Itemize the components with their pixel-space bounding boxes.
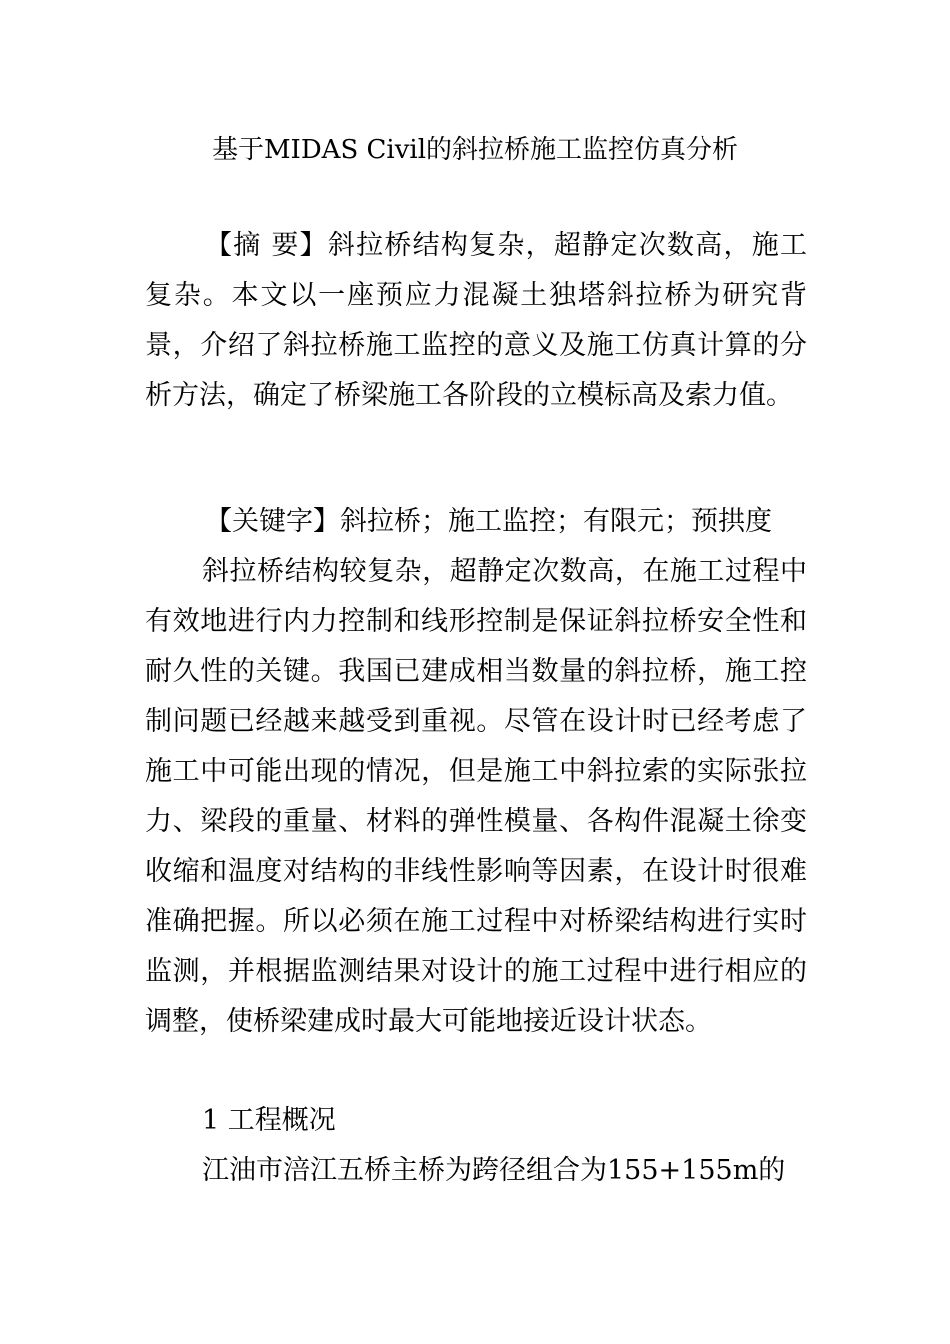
document-title: 基于MIDAS Civil的斜拉桥施工监控仿真分析: [211, 135, 739, 165]
intro-paragraph: 斜拉桥结构较复杂，超静定次数高，在施工过程中有效地进行内力控制和线形控制是保证斜拉桥安全性和耐久性的关键。我国已建成相当数量的斜拉桥，施工控制问题已经越来越受到重视。尽管在设计时已经考虑了施工中可能出现的情况，但是施工中斜拉索的实际张拉力、梁段的重量、材料的弹性模量、各构件混凝土徐变收缩和温度对结构的非线性影响等因素，在设计时很难准确把握。所以必须在施工过程中对桥梁结构进行实时监测，并根据监测结果对设计的施工过程中进行相应的调整，使桥梁建成时最大可能地接近设计状态。: [145, 556, 807, 1037]
section-paragraph: 江油市涪江五桥主桥为跨径组合为155+155m的: [202, 1155, 786, 1186]
keywords-line: 【关键字】斜拉桥；施工监控；有限元；预拱度: [205, 506, 772, 537]
abstract-paragraph: 【摘 要】斜拉桥结构复杂，超静定次数高，施工复杂。本文以一座预应力混凝土独塔斜拉桥为研究背景，介绍了斜拉桥施工监控的意义及施工仿真计算的分析方法，确定了桥梁施工各阶段的立模标高及索力值。: [145, 230, 807, 411]
section-heading: 1 工程概况: [202, 1105, 336, 1136]
